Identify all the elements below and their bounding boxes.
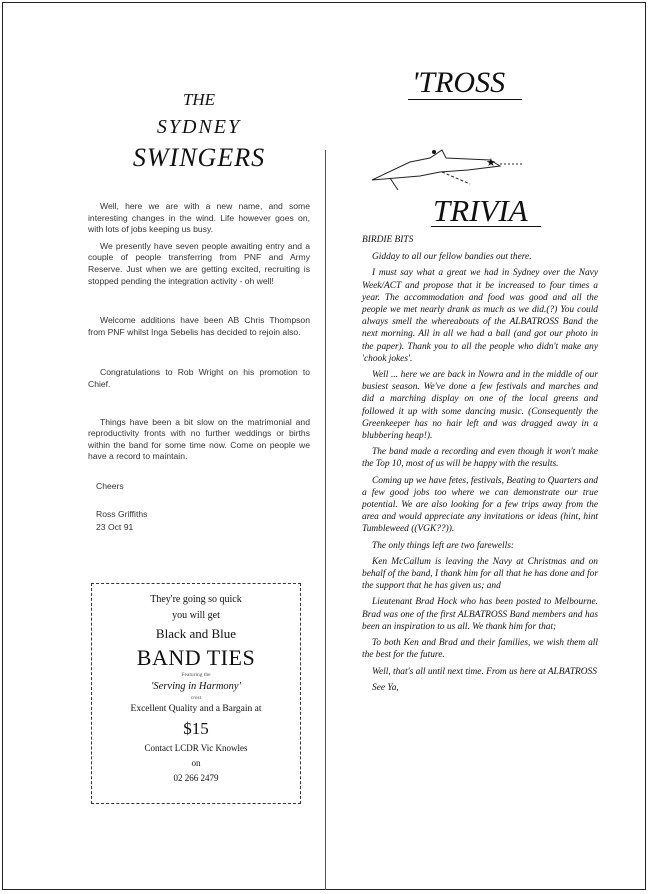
paragraph-3: Welcome additions have been AB Chris Thompson from PNF whilst Inga Sebelis has decided to rejoin also. xyxy=(88,315,310,337)
paragraph-4: Congratulations to Rob Wright on his promotion to Chief. xyxy=(88,367,310,389)
signoff: Cheers xyxy=(96,480,124,491)
trivia-paragraph-9: Well, that's all until next time. From us here at ALBATROSS xyxy=(372,666,597,677)
band-ties-advert xyxy=(91,583,301,804)
ad-contact: Contact LCDR Vic Knowles xyxy=(144,743,248,753)
ad-line-1: They're going so quick xyxy=(150,594,242,605)
ad-line-5: Featuring the xyxy=(181,672,211,678)
ad-line-8: Excellent Quality and a Bargain at xyxy=(130,704,262,714)
title-line-1: THE xyxy=(182,90,216,109)
ad-crest-name: 'Serving in Harmony' xyxy=(151,681,241,692)
sydney-swingers-column xyxy=(88,88,310,532)
trivia-heading: TRIVIA xyxy=(433,193,528,228)
trivia-paragraph-7: Lieutenant Brad Hock who has been posted to Melbourne. Brad was one of the first ALBATROSS Band members and has been an inspiration to us all. We thank him for that; xyxy=(362,597,598,632)
trivia-paragraph-2: Well ... here we are back in Nowra and in the middle of our busiest season. We've done a few festivals and marches and did a marching display on one of the local greens and followed it up with some dancing music. (Consequently the Greenkeeper has no hair left and was dragged away in a blubbering heap!). xyxy=(362,370,598,442)
aircraft-illustration xyxy=(350,140,530,192)
ad-line-7: crest xyxy=(190,695,202,701)
tross-heading: 'TROSS xyxy=(412,66,506,99)
ad-line-2: you will get xyxy=(172,610,220,621)
trivia-paragraph-1: I must say what a great we had in Sydney over the Navy Week/ACT and propose that it be increased to four times a year. The accommodation and food was good and all the people we met nearly drank as much as we did.(?) You could always smell the whereabouts of the ALBATROSS Band the next morning. All in all we had a ball (and got our photo in the paper). Thank you to all the people who didn't make any 'chook jokes'. xyxy=(362,268,598,364)
trivia-paragraph-3: The band made a recording and even though it won't make the Top 10, most of us will be happy with the results. xyxy=(362,447,598,470)
date: 23 Oct 91 xyxy=(96,521,134,532)
ad-headline: BAND TIES xyxy=(136,645,256,670)
paragraph-5: Things have been a bit slow on the matrimonial and reproductivity fronts with no further weddings or births within the band for some time now. Come on people we have a record to maintain. xyxy=(88,416,310,462)
section-heading: BIRDIE BITS xyxy=(362,235,414,245)
trivia-paragraph-6: Ken McCallum is leaving the Navy at Christmas and on behalf of the band, I thank him for all that he has done and for the support that he has given us; and xyxy=(362,556,598,592)
trivia-paragraph-5: The only things left are two farewells: xyxy=(372,540,515,551)
ad-on: on xyxy=(191,758,201,768)
trivia-underline xyxy=(431,226,541,227)
tross-underline xyxy=(408,99,522,100)
author: Ross Griffiths xyxy=(96,508,148,519)
greeting: Gidday to all our fellow bandies out there. xyxy=(372,252,532,263)
title-line-3: SWINGERS xyxy=(132,143,266,172)
paragraph-1: Well, here we are with a new name, and some interesting changes in the wind. Life however goes on, with lots of jobs keeping us busy. xyxy=(88,201,310,235)
trivia-paragraph-4: Coming up we have fetes, festivals, Beating to Quarters and a few good jobs too where we can demonstrate our true potential. We are also looking for a few trips away from the area and would appreciate any invitations or ideas (hint, hint Tumbleweed ((VGK??)). xyxy=(362,475,598,535)
title-line-2: SYDNEY xyxy=(156,116,242,138)
tross-trivia-column xyxy=(362,234,598,698)
trivia-paragraph-8: To both Ken and Brad and their families, we wish them all the best for the future. xyxy=(362,638,598,661)
paragraph-2: We presently have seven people awaiting entry and a couple of people transferring from PNF and Army Reserve. Just when we are getting excited, recruiting is stopped pending the integration activity - oh well! xyxy=(88,240,310,286)
svg-text:★: ★ xyxy=(486,156,496,169)
trivia-paragraph-10: See Ya, xyxy=(372,682,399,693)
ad-line-3: Black and Blue xyxy=(155,626,237,641)
ad-price: $15 xyxy=(183,719,209,738)
ad-phone: 02 266 2479 xyxy=(173,773,219,783)
column-divider xyxy=(325,150,326,890)
